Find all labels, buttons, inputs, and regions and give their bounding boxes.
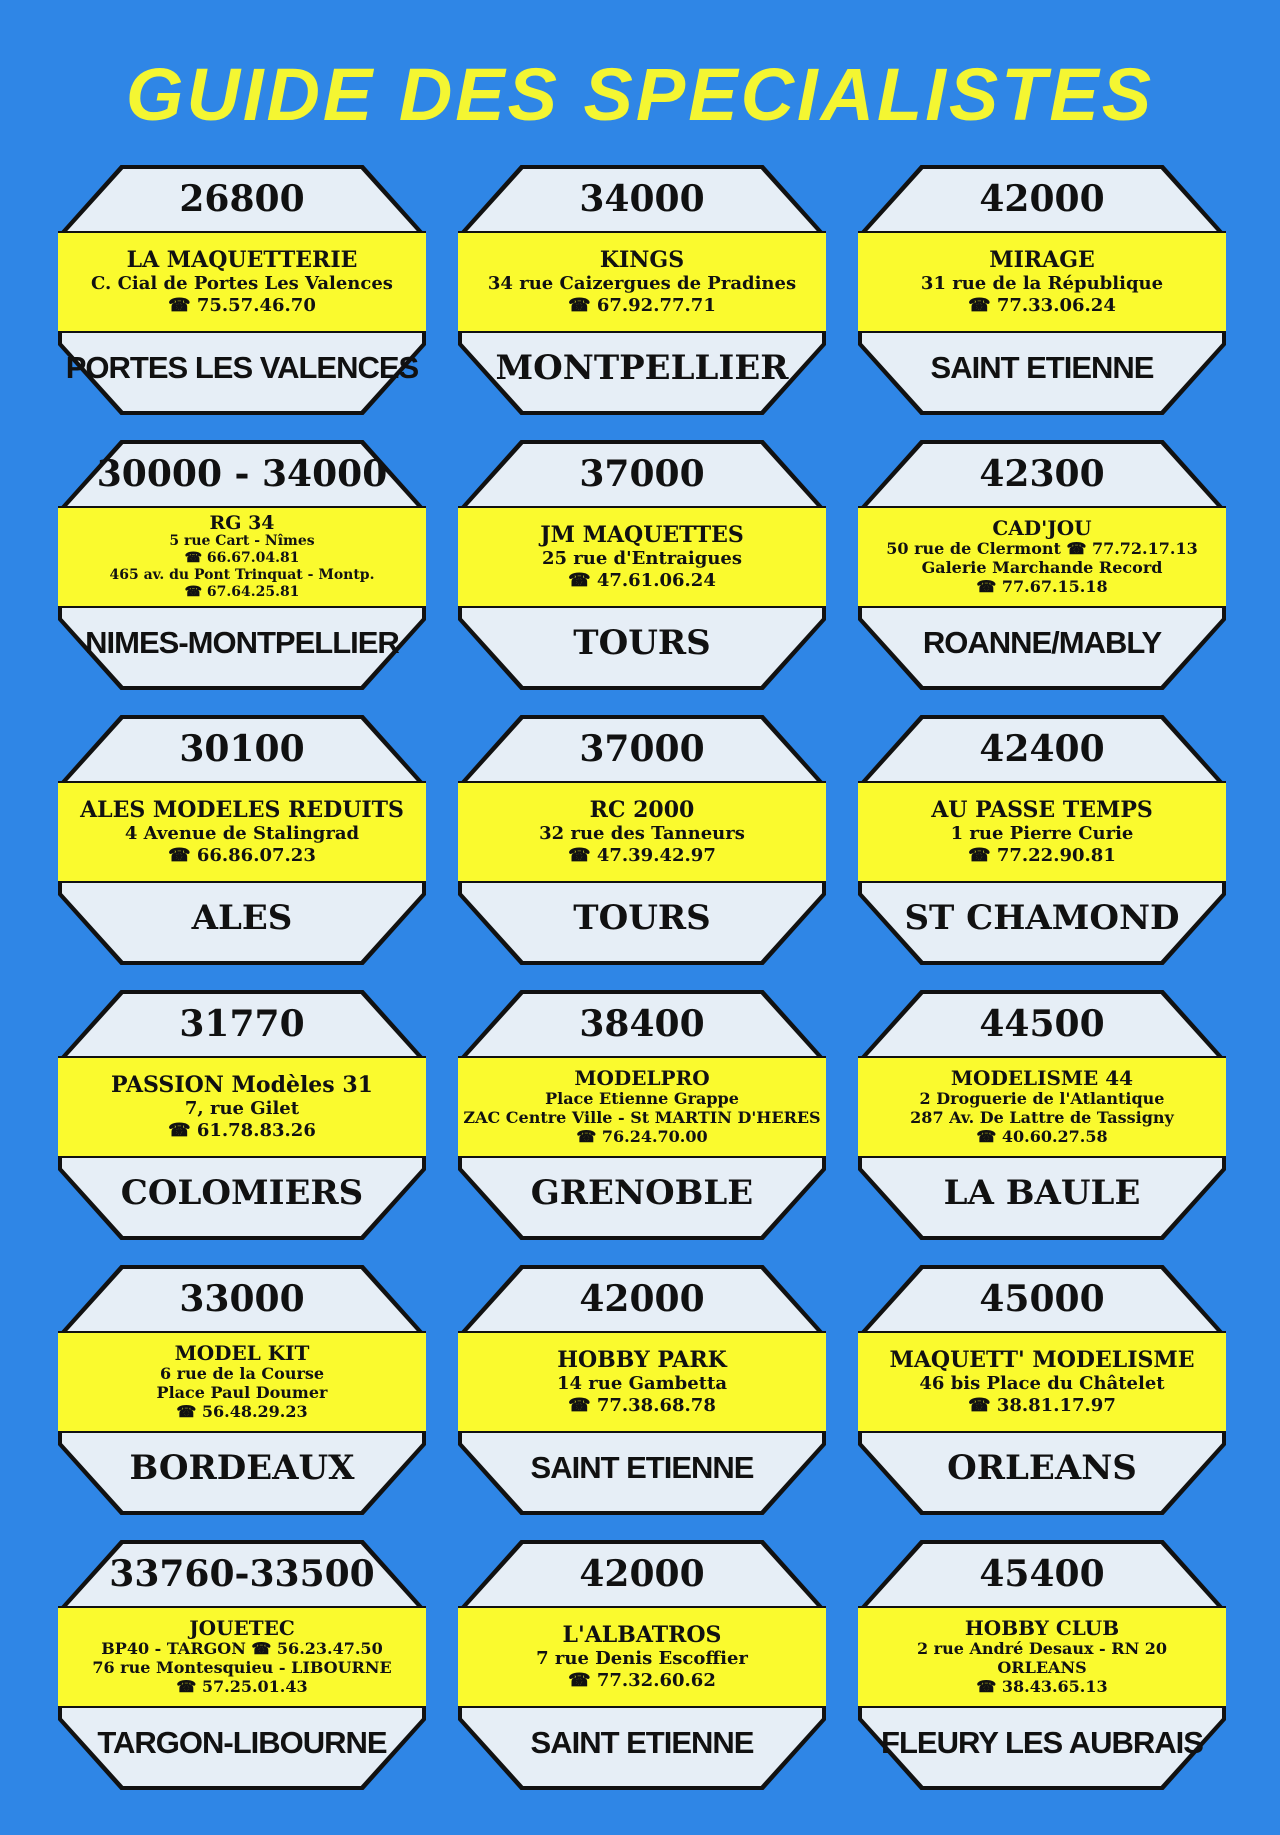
postal-code: 45400	[979, 1553, 1105, 1595]
shop-card	[58, 715, 426, 965]
shop-city: SAINT ETIENNE	[530, 1725, 754, 1760]
shop-address: 4 Avenue de Stalingrad	[124, 822, 360, 844]
shop-info-panel	[458, 1331, 826, 1433]
shop-card	[858, 715, 1226, 965]
shop-card	[458, 440, 826, 690]
shop-info-panel	[458, 781, 826, 883]
shop-name: RG 34	[209, 511, 275, 534]
shop-phone: ☎ 38.81.17.97	[968, 1394, 1116, 1416]
postal-code: 37000	[579, 728, 705, 770]
postal-code: 44500	[979, 1003, 1105, 1045]
shop-card	[458, 1540, 826, 1790]
shop-address: 5 rue Cart - Nîmes	[169, 532, 315, 549]
shop-card	[858, 1540, 1226, 1790]
shop-city: TOURS	[573, 898, 711, 938]
shop-phone: ☎ 77.67.15.18	[976, 577, 1108, 596]
shop-city: ORLEANS	[947, 1448, 1137, 1488]
postal-code: 37000	[579, 453, 705, 495]
shop-phone: ☎ 66.86.07.23	[168, 844, 316, 866]
shop-city: ROANNE/MABLY	[922, 625, 1162, 660]
shop-phone: ☎ 77.38.68.78	[568, 1394, 716, 1416]
shop-phone: ☎ 77.33.06.24	[968, 294, 1116, 316]
shop-name: HOBBY CLUB	[964, 1616, 1120, 1640]
shop-address: Place Etienne Grappe	[545, 1089, 739, 1108]
page-title: GUIDE DES SPECIALISTES	[125, 53, 1155, 136]
shop-card	[858, 1265, 1226, 1515]
shop-info-panel	[458, 1606, 826, 1708]
shop-address: 76 rue Montesquieu - LIBOURNE	[92, 1658, 392, 1677]
shop-city: FLEURY LES AUBRAIS	[881, 1725, 1203, 1760]
shop-info-panel	[58, 231, 426, 333]
shop-city: LA BAULE	[943, 1173, 1141, 1213]
shop-name: MIRAGE	[989, 246, 1095, 273]
shop-city: GRENOBLE	[530, 1173, 754, 1213]
postal-code: 45000	[979, 1278, 1105, 1320]
shop-phone: ☎ 77.32.60.62	[568, 1669, 716, 1691]
shop-name: ALES MODELES REDUITS	[80, 796, 404, 823]
shop-phone: ☎ 56.48.29.23	[176, 1402, 308, 1421]
postal-code: 42400	[979, 728, 1105, 770]
shop-name: PASSION Modèles 31	[111, 1071, 373, 1098]
shop-address: 7 rue Denis Escoffier	[536, 1647, 748, 1669]
shop-card	[458, 990, 826, 1240]
shop-name: KINGS	[599, 246, 685, 273]
postal-code: 33760-33500	[109, 1553, 375, 1595]
shop-name: JM MAQUETTES	[540, 521, 744, 548]
shop-phone: ☎ 47.39.42.97	[568, 844, 716, 866]
postal-code: 26800	[179, 178, 305, 220]
shop-name: RC 2000	[589, 796, 695, 823]
shop-name: MODELPRO	[574, 1066, 710, 1090]
shop-address: 465 av. du Pont Trinquat - Montp.	[109, 566, 375, 583]
shop-address: ZAC Centre Ville - St MARTIN D'HERES	[463, 1108, 821, 1127]
shop-city: ALES	[191, 898, 293, 938]
shop-address: 7, rue Gilet	[184, 1097, 300, 1119]
shop-info-panel	[858, 781, 1226, 883]
shop-address: 6 rue de la Course	[159, 1364, 325, 1383]
postal-code: 31770	[179, 1003, 305, 1045]
shop-city: TARGON-LIBOURNE	[97, 1725, 387, 1760]
postal-code: 42300	[979, 453, 1105, 495]
shop-phone: ☎ 77.22.90.81	[968, 844, 1116, 866]
shop-name: AU PASSE TEMPS	[931, 796, 1153, 823]
shop-card	[58, 990, 426, 1240]
shop-phone: BP40 - TARGON ☎ 56.23.47.50	[101, 1639, 383, 1658]
shop-info-panel	[858, 231, 1226, 333]
shop-city: SAINT ETIENNE	[530, 1450, 754, 1485]
shop-info-panel	[458, 506, 826, 608]
shop-city: COLOMIERS	[120, 1173, 364, 1213]
shop-info-panel	[58, 1606, 426, 1708]
shop-info-panel	[858, 506, 1226, 608]
postal-code: 42000	[979, 178, 1105, 220]
shop-name: MAQUETT' MODELISME	[889, 1346, 1195, 1373]
shop-info-panel	[858, 1056, 1226, 1158]
postal-code: 33000	[179, 1278, 305, 1320]
shop-address: 46 bis Place du Châtelet	[919, 1372, 1165, 1394]
shop-card	[458, 165, 826, 415]
shop-info-panel	[858, 1606, 1226, 1708]
shop-name: JOUETEC	[189, 1616, 295, 1640]
postal-code: 30000 - 34000	[96, 453, 388, 495]
shop-card	[58, 165, 426, 415]
shop-phone: ☎ 40.60.27.58	[976, 1127, 1108, 1146]
shop-phone: ☎ 75.57.46.70	[168, 294, 316, 316]
shop-city: NIMES-MONTPELLIER	[85, 625, 399, 660]
shop-info-panel	[58, 781, 426, 883]
shop-city: MONTPELLIER	[495, 348, 789, 388]
shop-name: MODELISME 44	[950, 1066, 1134, 1090]
shop-address: 2 Droguerie de l'Atlantique	[919, 1089, 1165, 1108]
shop-address: 1 rue Pierre Curie	[950, 822, 1134, 844]
shop-name: LA MAQUETTERIE	[126, 246, 358, 273]
shop-city: PORTES LES VALENCES	[65, 350, 419, 385]
shop-card	[858, 440, 1226, 690]
shop-address: 2 rue André Desaux - RN 20	[916, 1639, 1168, 1658]
shop-card	[58, 440, 426, 690]
shop-name: MODEL KIT	[174, 1341, 310, 1365]
shop-info-panel	[858, 1331, 1226, 1433]
shop-city: SAINT ETIENNE	[930, 350, 1154, 385]
shop-card	[58, 1265, 426, 1515]
shop-info-panel	[58, 1331, 426, 1433]
shop-city: ST CHAMOND	[904, 898, 1180, 938]
shop-name: CAD'JOU	[992, 516, 1092, 540]
shop-phone: ☎ 66.67.04.81	[184, 549, 300, 566]
shop-address: ORLEANS	[997, 1658, 1087, 1677]
shop-city: TOURS	[573, 623, 711, 663]
postal-code: 42000	[579, 1553, 705, 1595]
shop-card	[858, 165, 1226, 415]
shop-info-panel	[458, 231, 826, 333]
shop-phone: ☎ 47.61.06.24	[568, 569, 716, 591]
shop-address: 287 Av. De Lattre de Tassigny	[910, 1108, 1174, 1127]
postal-code: 42000	[579, 1278, 705, 1320]
shop-info-panel	[58, 1056, 426, 1158]
shop-phone: ☎ 76.24.70.00	[576, 1127, 708, 1146]
shop-phone: ☎ 67.92.77.71	[568, 294, 716, 316]
specialists-grid	[58, 165, 1218, 1815]
shop-address: 34 rue Caizergues de Pradines	[487, 272, 797, 294]
postal-code: 30100	[179, 728, 305, 770]
shop-address: Place Paul Doumer	[156, 1383, 328, 1402]
shop-name: HOBBY PARK	[557, 1346, 727, 1373]
shop-info-panel	[458, 1056, 826, 1158]
shop-phone: 50 rue de Clermont ☎ 77.72.17.13	[886, 539, 1198, 558]
shop-city: BORDEAUX	[129, 1448, 355, 1488]
shop-address: 25 rue d'Entraigues	[541, 547, 743, 569]
shop-phone: ☎ 61.78.83.26	[168, 1119, 316, 1141]
shop-card	[458, 1265, 826, 1515]
shop-card	[858, 990, 1226, 1240]
shop-address: Galerie Marchande Record	[921, 558, 1163, 577]
postal-code: 38400	[579, 1003, 705, 1045]
shop-phone: ☎ 67.64.25.81	[184, 583, 300, 600]
shop-info-panel	[58, 506, 426, 608]
shop-name: L'ALBATROS	[562, 1621, 722, 1648]
shop-card	[458, 715, 826, 965]
shop-address: 14 rue Gambetta	[556, 1372, 727, 1394]
shop-address: 31 rue de la République	[920, 272, 1164, 294]
shop-address: C. Cial de Portes Les Valences	[91, 272, 393, 294]
shop-phone: ☎ 57.25.01.43	[176, 1677, 308, 1696]
shop-card	[58, 1540, 426, 1790]
postal-code: 34000	[579, 178, 705, 220]
shop-phone: ☎ 38.43.65.13	[976, 1677, 1108, 1696]
shop-address: 32 rue des Tanneurs	[539, 822, 745, 844]
